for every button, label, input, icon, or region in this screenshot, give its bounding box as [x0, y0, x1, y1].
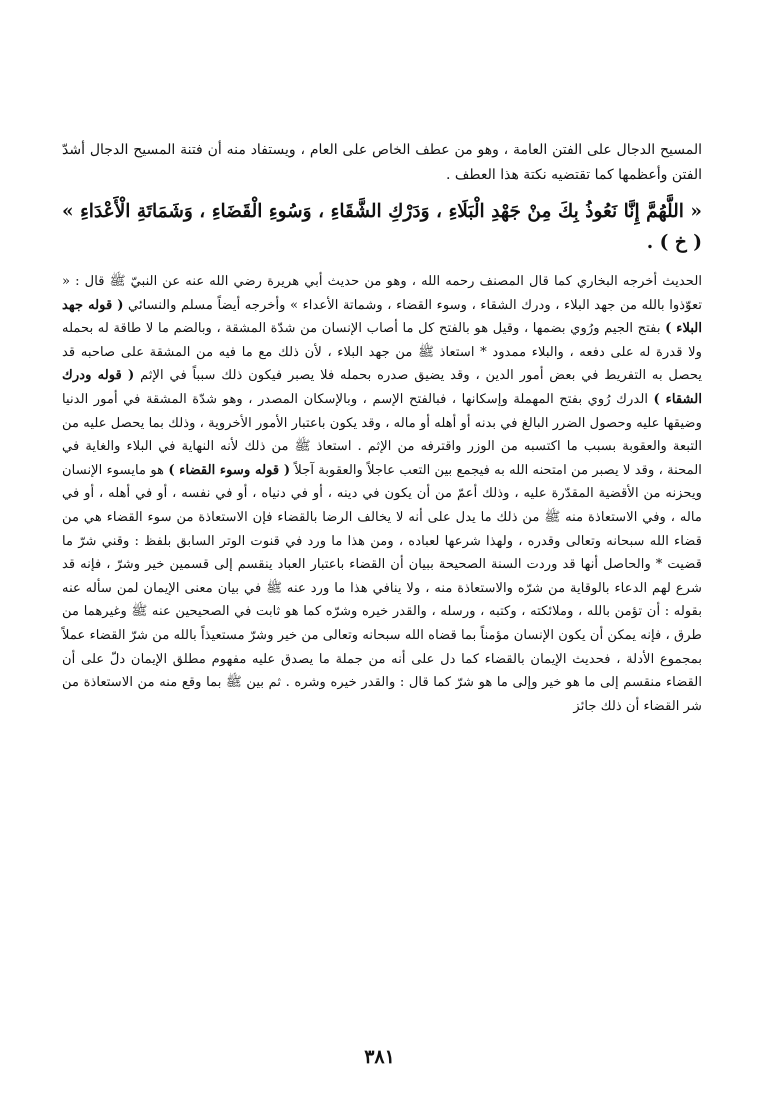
commentary-text: الحديث أخرجه البخاري كما قال المصنف رحمه الله ، وهو من حديث أبي هريرة رضي الله عنه عن النبيّ ﷺ قال : « تعوّذوا بالله من جهد البلاء ، ودرك الشقاء ، وسوء القضاء ، وشماتة الأعداء » وأخرجه أيضاً مسلم والنسائي [62, 274, 702, 313]
book-page [62, 138, 702, 1078]
commentary-heading: ( قوله جهد البلاء ) [62, 297, 702, 337]
intro-paragraph: المسيح الدجال على الفتن العامة ، وهو من عطف الخاص على العام ، ويستفاد منه أن فتنة المسيح الدجال أشدّ الفتن وأعظمها كما تقتضيه نكتة هذا العطف . [62, 142, 702, 183]
hadith-text: « اللَّهُمَّ إِنَّا نَعُوذُ بِكَ مِنْ جَهْدِ الْبَلَاءِ ، وَدَرْكِ الشَّقَاءِ ، وَسُوءِ الْقَضَاءِ ، وَشَمَاتَةِ الْأَعْدَاءِ » ( خ ) . [62, 201, 702, 253]
commentary-text: بفتح الجيم ورُوي بضمها ، وقيل هو بالفتح كل ما أصاب الإنسان من شدّة المشقة ، وبالضم ما لا طاقة له بحمله ولا قدرة له على دفعه ، والبلاء ممدود * استعاذ ﷺ من جهد البلاء ، لأن ذلك مع ما فيه من المشقة على صاحبه قد يحصل به التفريط في بعض أمور الدين ، وقد يضيق صدره بحمله فلا يصبر فيكون ذلك سبباً في الإثم [62, 321, 702, 384]
commentary-heading: ( قوله ودرك الشقاء ) [62, 368, 702, 407]
commentary-text: الدرك رُوي بفتح المهملة وإسكانها ، فبالفتح الإسم ، وبالإسكان المصدر ، وهو شدّة المشقة في أمور الدنيا وضيقها عليه وحصول الضرر البالغ في بدنه أو أهله أو ماله ، وقد يكون باعتبار الأمور الأخروية ، وذلك بما يحصل عليه من التبعة والعقوبة بسبب ما اكتسبه من الوزر واقترفه من الإثم . استعاذ ﷺ من ذلك لأنه النهاية في البلاء والغاية في المحنة ، وقد لا يصبر من امتحنه الله به فيجمع بين التعب عاجلاً والعقوبة آجلاً [62, 391, 702, 478]
page-number: ٣٨١ [364, 1046, 395, 1068]
commentary-paragraph [62, 270, 702, 718]
commentary-text: هو مايسوء الإنسان ويحزنه من الأقضية المقدّرة عليه ، وذلك أعمّ من أن يكون في دينه ، أو في دنياه ، أو في نفسه ، أو في أهله ، أو في ماله ، وفي الاستعاذة منه ﷺ من ذلك ما يدل على أنه لا يخالف الرضا بالقضاء فإن الاستعاذة من سوء القضاء هي من قضاء الله سبحانه وتعالى وقدره ، ولهذا شرعها لعباده ، ومن هذا ما ورد في قنوت الوتر السابق بلفظ : وقني شرّ ما قضيت * والحاصل أنها قد وردت السنة الصحيحة ببيان أن القضاء باعتبار العباد ينقسم إلى قسمين خير وشرّ ، فإنه قد شرع لهم الدعاء بالوقاية من شرّه والاستعاذة منه ، ولا ينافي هذا ما ورد عنه ﷺ في بيان معنى الإيمان لمن سأله عنه بقوله : أن تؤمن بالله ، وملائكته ، وكتبه ، ورسله ، والقدر خيره وشرّه كما هو ثابت في الصحيحين عنه ﷺ وغيرهما من طرق ، فإنه يمكن أن يكون الإنسان مؤمناً بما قضاه الله سبحانه وتعالى من خير وشرّ مستعيذاً بالله من شرّ القضاء عملاً بمجموع الأدلة ، فحديث الإيمان بالقضاء كما دل على أنه من جملة ما يصدق عليه مفهوم مطلق الإيمان دلّ على أن القضاء منقسم إلى ما هو خير وإلى ما هو شرّ كما قال : والقدر خيره وشره . ثم بين ﷺ بما وقع منه من الاستعاذة من شر القضاء أن ذلك جائز [62, 462, 702, 714]
commentary-heading: ( قوله وسوء القضاء ) [168, 462, 291, 478]
